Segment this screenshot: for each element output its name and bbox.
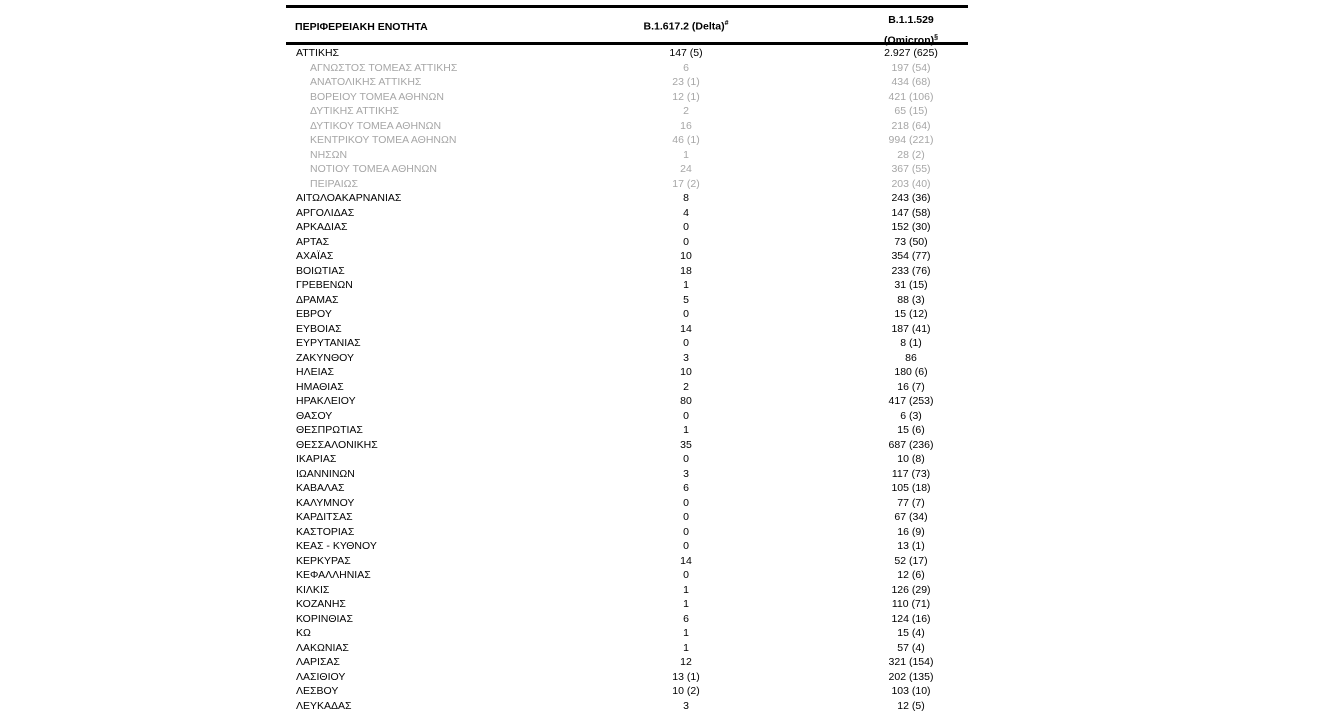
header-region: ΠΕΡΙΦΕΡΕΙΑΚΗ ΕΝΟΤΗΤΑ	[295, 21, 428, 33]
cell-delta: 0	[683, 511, 689, 523]
cell-delta: 0	[683, 409, 689, 422]
document-table	[286, 5, 968, 713]
table-row	[286, 336, 968, 351]
cell-omicron: 203 (40)	[891, 177, 931, 190]
table-row	[286, 104, 968, 119]
cell-delta: 14	[680, 322, 692, 335]
cell-omicron: 117 (73)	[891, 467, 931, 480]
cell-omicron: 16 (7)	[897, 380, 925, 393]
cell-omicron: 687 (236)	[888, 438, 934, 451]
header-omicron-line2: (Omicron)	[883, 34, 935, 47]
cell-region: ΑΡΓΟΛΙΔΑΣ	[296, 206, 355, 219]
cell-region: ΔΥΤΙΚΟΥ ΤΟΜΕΑ ΑΘΗΝΩΝ	[310, 119, 442, 132]
header-delta-label: B.1.617.2 (Delta)	[643, 20, 725, 33]
cell-region: ΔΥΤΙΚΗΣ ΑΤΤΙΚΗΣ	[310, 105, 400, 117]
cell-delta: 17 (2)	[672, 177, 700, 190]
cell-delta: 147 (5)	[669, 47, 703, 59]
cell-delta: 3	[683, 467, 689, 480]
cell-omicron: 13 (1)	[897, 540, 925, 552]
cell-region: ΘΑΣΟΥ	[296, 409, 333, 422]
cell-region: ΕΥΡΥΤΑΝΙΑΣ	[296, 337, 361, 349]
cell-omicron: 187 (41)	[891, 322, 931, 335]
cell-delta: 3	[683, 351, 689, 364]
cell-omicron: 434 (68)	[891, 76, 931, 88]
cell-delta: 8	[683, 192, 689, 204]
cell-region: ΑΡΚΑΔΙΑΣ	[296, 221, 348, 233]
cell-delta: 0	[683, 525, 689, 538]
table-row	[286, 438, 968, 453]
cell-region: ΕΒΡΟΥ	[296, 308, 332, 320]
table-row	[286, 148, 968, 163]
header-delta-mark: #	[724, 20, 729, 27]
cell-region: ΛΑΡΙΣΑΣ	[296, 656, 340, 668]
cell-region: ΛΕΥΚΑΔΑΣ	[296, 699, 352, 712]
cell-region: ΚΑΣΤΟΡΙΑΣ	[296, 525, 355, 538]
table-row	[286, 409, 968, 424]
cell-delta: 1	[683, 279, 689, 291]
cell-delta: 80	[680, 395, 692, 407]
cell-delta: 0	[683, 453, 689, 465]
cell-delta: 6	[683, 612, 689, 625]
table-row	[286, 119, 968, 134]
table-row	[286, 626, 968, 641]
cell-omicron: 88 (3)	[897, 293, 925, 306]
cell-delta: 46 (1)	[672, 134, 700, 146]
cell-omicron: 243 (36)	[891, 192, 931, 204]
table-row	[286, 235, 968, 250]
cell-region: ΕΥΒΟΙΑΣ	[296, 322, 342, 335]
cell-region: ΚΕΦΑΛΛΗΝΙΑΣ	[296, 569, 371, 581]
table-row	[286, 394, 968, 409]
cell-region: ΚΕΡΚΥΡΑΣ	[296, 554, 351, 567]
cell-omicron: 105 (18)	[891, 482, 931, 494]
cell-delta: 14	[680, 554, 692, 567]
cell-omicron: 197 (54)	[891, 61, 931, 74]
cell-omicron: 202 (135)	[888, 670, 934, 683]
table-row	[286, 75, 968, 90]
cell-region: ΗΡΑΚΛΕΙΟΥ	[296, 395, 356, 407]
table-row	[286, 380, 968, 395]
cell-region: ΑΡΤΑΣ	[296, 235, 330, 248]
table-row	[286, 423, 968, 438]
header-omicron-mark: §	[934, 34, 939, 41]
table-row	[286, 278, 968, 293]
table-row	[286, 568, 968, 583]
cell-delta: 0	[683, 221, 689, 233]
table-row	[286, 670, 968, 685]
cell-region: ΗΛΕΙΑΣ	[296, 366, 335, 378]
cell-delta: 0	[683, 235, 689, 248]
cell-omicron: 15 (4)	[897, 627, 925, 639]
cell-delta: 18	[680, 264, 692, 277]
table-row	[286, 90, 968, 105]
cell-delta: 6	[683, 61, 689, 74]
cell-region: ΗΜΑΘΙΑΣ	[296, 380, 344, 393]
cell-region: ΚΟΡΙΝΘΙΑΣ	[296, 612, 353, 625]
cell-delta: 12 (1)	[672, 90, 700, 103]
cell-region: ΛΑΣΙΘΙΟΥ	[296, 670, 346, 683]
table-row	[286, 220, 968, 235]
cell-omicron: 124 (16)	[891, 612, 931, 625]
cell-omicron: 218 (64)	[891, 119, 931, 132]
cell-omicron: 233 (76)	[891, 264, 931, 277]
cell-omicron: 73 (50)	[894, 235, 928, 248]
cell-region: ΚΟΖΑΝΗΣ	[296, 598, 346, 610]
cell-region: ΠΕΙΡΑΙΩΣ	[310, 177, 358, 190]
table-row	[286, 452, 968, 467]
cell-region: ΑΙΤΩΛΟΑΚΑΡΝΑΝΙΑΣ	[296, 192, 402, 204]
cell-delta: 1	[683, 641, 689, 654]
cell-omicron: 12 (6)	[897, 569, 925, 581]
table-row	[286, 293, 968, 308]
cell-region: ΚΑΒΑΛΑΣ	[296, 482, 345, 494]
cell-region: ΓΡΕΒΕΝΩΝ	[296, 279, 353, 291]
cell-region: ΒΟΡΕΙΟΥ ΤΟΜΕΑ ΑΘΗΝΩΝ	[310, 90, 444, 103]
cell-delta: 35	[680, 438, 692, 451]
cell-delta: 0	[683, 569, 689, 581]
table-row	[286, 177, 968, 192]
table-row	[286, 583, 968, 598]
cell-delta: 2	[683, 105, 689, 117]
cell-omicron: 103 (10)	[891, 685, 931, 697]
table-row	[286, 264, 968, 279]
table-row	[286, 525, 968, 540]
table-row	[286, 365, 968, 380]
cell-delta: 5	[683, 293, 689, 306]
cell-omicron: 28 (2)	[897, 148, 925, 161]
cell-region: ΒΟΙΩΤΙΑΣ	[296, 264, 345, 277]
cell-omicron: 321 (154)	[888, 656, 934, 668]
cell-delta: 1	[683, 598, 689, 610]
cell-omicron: 67 (34)	[894, 511, 928, 523]
table-row	[286, 699, 968, 714]
cell-region: ΙΩΑΝΝΙΝΩΝ	[296, 467, 355, 480]
cell-omicron: 86	[905, 351, 917, 364]
table-row	[286, 46, 968, 61]
cell-delta: 10 (2)	[672, 685, 700, 697]
cell-delta: 12	[680, 656, 692, 668]
cell-region: ΚΩ	[296, 627, 311, 639]
cell-region: ΚΑΡΔΙΤΣΑΣ	[296, 511, 353, 523]
table-row	[286, 554, 968, 569]
cell-delta: 10	[680, 366, 692, 378]
cell-omicron: 421 (106)	[888, 90, 934, 103]
cell-omicron: 10 (8)	[897, 453, 925, 465]
cell-region: ΑΓΝΩΣΤΟΣ ΤΟΜΕΑΣ ΑΤΤΙΚΗΣ	[310, 61, 458, 74]
cell-omicron: 2.927 (625)	[884, 47, 938, 59]
cell-region: ΖΑΚΥΝΘΟΥ	[296, 351, 355, 364]
table-row	[286, 61, 968, 76]
cell-delta: 10	[680, 250, 692, 262]
cell-region: ΑΤΤΙΚΗΣ	[296, 47, 340, 59]
cell-region: ΚΕΑΣ - ΚΥΘΝΟΥ	[296, 540, 377, 552]
cell-omicron: 57 (4)	[897, 641, 925, 654]
cell-delta: 24	[680, 163, 692, 175]
table-row	[286, 597, 968, 612]
table-row	[286, 481, 968, 496]
cell-delta: 0	[683, 337, 689, 349]
cell-delta: 1	[683, 424, 689, 436]
cell-omicron: 31 (15)	[894, 279, 928, 291]
cell-omicron: 152 (30)	[891, 221, 931, 233]
cell-omicron: 77 (7)	[897, 496, 925, 509]
cell-delta: 16	[680, 119, 692, 132]
cell-region: ΔΡΑΜΑΣ	[296, 293, 339, 306]
cell-delta: 0	[683, 308, 689, 320]
cell-omicron: 52 (17)	[894, 554, 928, 567]
table-row	[286, 684, 968, 699]
table-row	[286, 162, 968, 177]
cell-region: ΚΕΝΤΡΙΚΟΥ ΤΟΜΕΑ ΑΘΗΝΩΝ	[310, 134, 457, 146]
table-row	[286, 655, 968, 670]
cell-delta: 1	[683, 627, 689, 639]
cell-omicron: 994 (221)	[888, 134, 934, 146]
cell-delta: 1	[683, 148, 689, 161]
table-row	[286, 612, 968, 627]
table-row	[286, 307, 968, 322]
cell-omicron: 15 (6)	[897, 424, 925, 436]
cell-omicron: 147 (58)	[891, 206, 931, 219]
table-header	[286, 8, 968, 47]
cell-delta: 0	[683, 496, 689, 509]
cell-region: ΚΙΛΚΙΣ	[296, 583, 330, 596]
cell-delta: 2	[683, 380, 689, 393]
cell-delta: 1	[683, 583, 689, 596]
cell-region: ΑΧΑΪΑΣ	[296, 250, 334, 262]
cell-omicron: 15 (12)	[894, 308, 928, 320]
cell-omicron: 417 (253)	[888, 395, 934, 407]
table-row	[286, 467, 968, 482]
table-row	[286, 510, 968, 525]
cell-region: ΑΝΑΤΟΛΙΚΗΣ ΑΤΤΙΚΗΣ	[310, 76, 422, 88]
table-row	[286, 249, 968, 264]
cell-region: ΙΚΑΡΙΑΣ	[296, 453, 337, 465]
cell-delta: 13 (1)	[672, 670, 700, 683]
cell-omicron: 16 (9)	[897, 525, 925, 538]
cell-delta: 23 (1)	[672, 76, 700, 88]
cell-delta: 3	[683, 699, 689, 712]
table-row	[286, 539, 968, 554]
cell-region: ΚΑΛΥΜΝΟΥ	[296, 496, 355, 509]
cell-omicron: 6 (3)	[900, 409, 922, 422]
table-row	[286, 496, 968, 511]
cell-omicron: 126 (29)	[891, 583, 931, 596]
cell-region: ΛΕΣΒΟΥ	[296, 685, 339, 697]
cell-region: ΝΗΣΩΝ	[310, 148, 348, 161]
table-row	[286, 322, 968, 337]
cell-omicron: 110 (71)	[891, 598, 931, 610]
cell-delta: 0	[683, 540, 689, 552]
cell-omicron: 367 (55)	[891, 163, 931, 175]
table-row	[286, 206, 968, 221]
table-row	[286, 191, 968, 206]
cell-delta: 4	[683, 206, 689, 219]
cell-omicron: 354 (77)	[891, 250, 931, 262]
cell-omicron: 180 (6)	[894, 366, 928, 378]
cell-region: ΛΑΚΩΝΙΑΣ	[296, 641, 349, 654]
table-row	[286, 133, 968, 148]
table-row	[286, 641, 968, 656]
cell-omicron: 65 (15)	[894, 105, 928, 117]
table-body	[286, 45, 968, 713]
cell-region: ΝΟΤΙΟΥ ΤΟΜΕΑ ΑΘΗΝΩΝ	[310, 163, 437, 175]
cell-delta: 6	[683, 482, 689, 494]
cell-omicron: 12 (5)	[897, 699, 925, 712]
cell-region: ΘΕΣΠΡΩΤΙΑΣ	[296, 424, 363, 436]
header-omicron-line1: B.1.1.529	[888, 14, 934, 26]
cell-omicron: 8 (1)	[900, 337, 922, 349]
cell-region: ΘΕΣΣΑΛΟΝΙΚΗΣ	[296, 438, 378, 451]
header-omicron	[831, 12, 991, 50]
header-delta	[606, 20, 766, 33]
table-row	[286, 351, 968, 366]
